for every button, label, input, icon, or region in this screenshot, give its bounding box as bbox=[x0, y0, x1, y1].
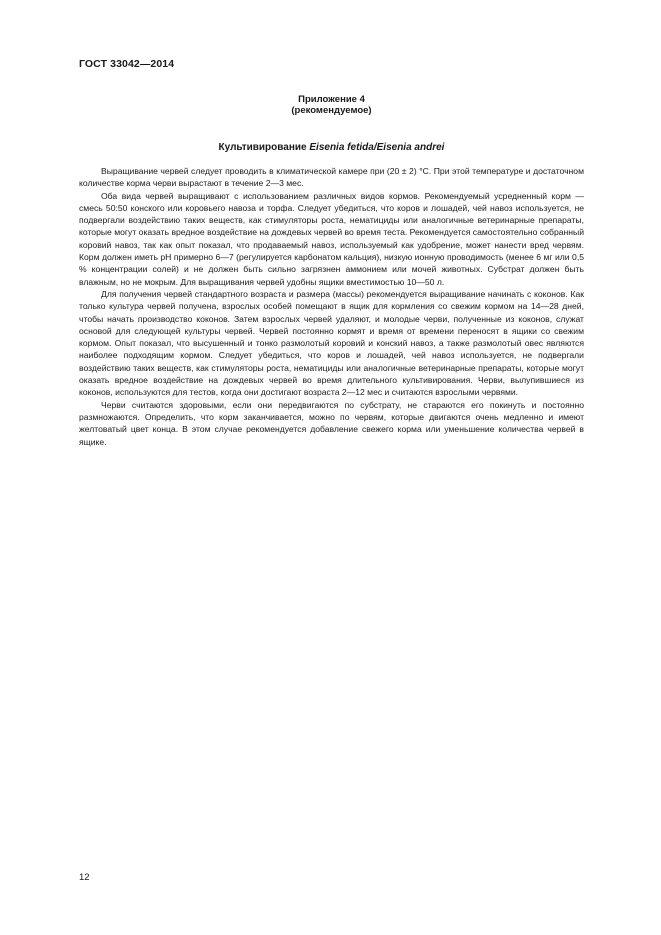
annex-heading bbox=[79, 94, 584, 116]
paragraph: Оба вида червей выращивают с использованием различных видов кормов. Рекомендуемый усредненный корм — смесь 50:50 конского или коровьего навоза и торфа. Следует убедиться, что коров и лошадей, чей навоз используется, не подвергали воздействию таких веществ, как стимуляторы роста, нематициды или аналогичные ветеринарные препараты, которые могут оказать вредное воздействие на дождевых червей во время теста. Рекомендуется самостоятельно собранный коровий навоз, так как опыт показал, что продаваемый навоз, используемый как удобрение, может нанести вред червям. Корм должен иметь pH примерно 6—7 (регулируется карбонатом кальция), низкую ионную проводимость (менее 6 мг или 0,5 % концентрации солей) и не должен быть сильно загрязнен аммонием или мочей животных. Субстрат должен быть влажным, но не мокрым. Для выращивания червей удобны ящики вместимостью 10—50 л. bbox=[79, 190, 584, 287]
section-title bbox=[79, 142, 584, 153]
paragraph: Выращивание червей следует проводить в климатической камере при (20 ± 2) °C. При этой температуре и достаточном количестве корма черви вырастают в течение 2—3 мес. bbox=[79, 166, 584, 189]
paragraph: Черви считаются здоровыми, если они передвигаются по субстрату, не стараются его покинуть и постоянно размножаются. Определить, что корм заканчивается, можно по червям, которые двигаются очень медленно и имеют желтоватый цвет конца. В этом случае рекомендуется добавление свежего корма или уменьшение количества червей в ящике. bbox=[79, 399, 584, 447]
standard-id: ГОСТ 33042—2014 bbox=[79, 58, 175, 70]
section-title-species: Eisenia fetida/Eisenia andrei bbox=[309, 142, 445, 153]
section-title-prefix: Культивирование bbox=[218, 142, 310, 153]
annex-title: Приложение 4 bbox=[298, 94, 365, 105]
paragraph: Для получения червей стандартного возраста и размера (массы) рекомендуется выращивание начинать с коконов. Как только культура червей получена, взрослых особей помещают в ящик для кормления со свежим кормом на 14—28 дней, чтобы начать производство коконов. Затем взрослых червей удаляют, и молодые черви, полученные из коконов, служат основой для следующей культуры червей. Червей постоянно кормят и время от времени переносят в ящики со свежим кормом. Опыт показал, что высушенный и тонко размолотый коровий и конский навоз, а также размолотый овес являются наиболее подходящим кормом. Следует убедиться, что коров и лошадей, чей навоз используется, не подвергали воздействию таких веществ, как стимуляторы роста, нематициды или аналогичные ветеринарные препараты, которые могут оказать вредное воздействие на дождевых червей во время длительного культивирования. Черви, вылупившиеся из коконов, используются для тестов, когда они достигают возраста 2—12 мес и считаются взрослыми червями. bbox=[79, 288, 584, 398]
body-text bbox=[79, 165, 584, 448]
annex-subtitle: (рекомендуемое) bbox=[291, 105, 372, 116]
page-number: 12 bbox=[79, 872, 90, 883]
